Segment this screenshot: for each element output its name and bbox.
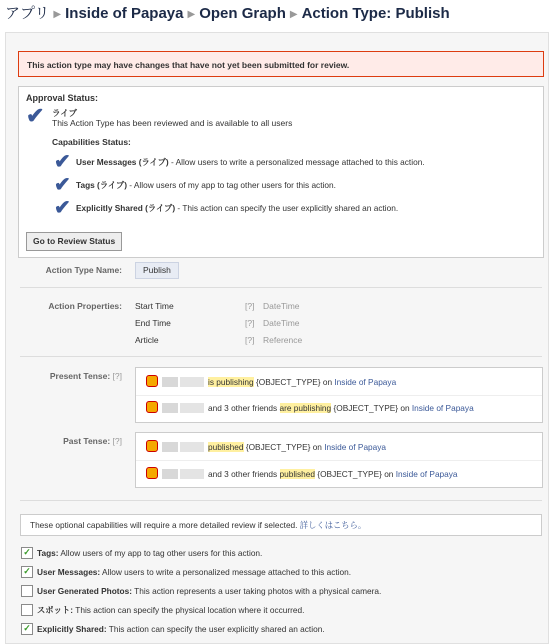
present-tense-box — [135, 367, 543, 423]
breadcrumb-apps[interactable]: アプリ — [5, 5, 50, 22]
capability-desc: - Allow users of my app to tag other users for this action. — [126, 180, 336, 190]
property-end-time — [135, 318, 335, 328]
breadcrumb-separator-icon: ▶ — [289, 9, 298, 20]
help-icon[interactable]: [?] — [112, 436, 122, 446]
app-icon — [146, 401, 158, 413]
present-tense-line — [146, 401, 541, 415]
help-icon[interactable]: [?] — [245, 335, 255, 345]
property-start-time — [135, 301, 335, 311]
checkbox-user-messages[interactable]: ✓ — [21, 566, 33, 578]
property-type: DateTime — [263, 301, 300, 311]
line-verb: is publishing — [208, 377, 254, 387]
app-link[interactable]: Inside of Papaya — [411, 403, 474, 413]
check-icon: ✔ — [54, 174, 71, 196]
check-icon: ✔ — [54, 151, 71, 173]
note-text: These optional capabilities will require a more detailed review if selected. — [30, 520, 300, 530]
approval-status-desc: This Action Type has been reviewed and is available to all users — [52, 118, 293, 128]
present-tense-line — [146, 375, 541, 389]
line-pre: and 3 other friends — [208, 403, 280, 413]
breadcrumb — [5, 2, 450, 23]
avatar — [162, 403, 178, 413]
checkbox-user-generated-photos[interactable] — [21, 585, 33, 597]
option-name: User Messages: — [37, 567, 101, 577]
go-to-review-status-button[interactable]: Go to Review Status — [26, 232, 122, 251]
option-name: User Generated Photos: — [37, 586, 132, 596]
present-tense-title: Present Tense: — [49, 371, 111, 381]
option-name: Explicitly Shared: — [37, 624, 107, 634]
present-tense-label — [14, 371, 122, 381]
avatar — [162, 377, 178, 387]
option-desc: This action can specify the user explicitly shared an action. — [106, 624, 325, 634]
capability-name: Explicitly Shared (ライブ) — [76, 203, 176, 213]
avatar — [162, 442, 178, 452]
option-name: Tags: — [37, 548, 59, 558]
past-tense-box — [135, 432, 543, 488]
app-link[interactable]: Inside of Papaya — [395, 469, 458, 479]
approval-heading: Approval Status: — [26, 93, 99, 103]
user-name-blur — [180, 403, 204, 413]
capability-tags — [54, 174, 524, 196]
divider — [136, 460, 542, 461]
help-icon[interactable]: [?] — [245, 301, 255, 311]
line-verb: are publishing — [279, 403, 332, 413]
option-name: スポット: — [37, 605, 73, 615]
app-link[interactable]: Inside of Papaya — [324, 442, 387, 452]
approval-status: ライブ — [52, 108, 77, 118]
capability-user-messages — [54, 151, 524, 173]
past-tense-label — [14, 436, 122, 446]
option-explicitly-shared — [21, 622, 325, 636]
learn-more-link[interactable]: 詳しくはこちら。 — [299, 520, 367, 530]
divider — [20, 287, 542, 288]
app-icon — [146, 440, 158, 452]
user-name-blur — [180, 469, 204, 479]
capabilities-heading: Capabilities Status: — [52, 137, 131, 147]
past-tense-line — [146, 440, 541, 454]
app-link[interactable]: Inside of Papaya — [334, 377, 397, 387]
help-icon[interactable]: [?] — [245, 318, 255, 328]
past-tense-title: Past Tense: — [63, 436, 111, 446]
capability-desc: - This action can specify the user explicitly shared an action. — [175, 203, 399, 213]
breadcrumb-separator-icon: ▶ — [187, 9, 196, 20]
help-icon[interactable]: [?] — [112, 371, 122, 381]
checkbox-explicitly-shared[interactable]: ✓ — [21, 623, 33, 635]
option-desc: Allow users to write a personalized message attached to this action. — [100, 567, 352, 577]
avatar — [162, 469, 178, 479]
option-user-generated-photos — [21, 584, 381, 598]
property-name: Article — [135, 335, 159, 345]
check-icon: ✔ — [54, 197, 71, 219]
divider — [20, 356, 542, 357]
check-icon: ✔ — [26, 103, 45, 128]
divider — [136, 395, 542, 396]
property-type: Reference — [263, 335, 303, 345]
option-desc: Allow users of my app to tag other users for this action. — [58, 548, 263, 558]
app-icon — [146, 375, 158, 387]
user-name-blur — [180, 442, 204, 452]
option-desc: This action represents a user taking photos with a physical camera. — [131, 586, 382, 596]
line-pre: and 3 other friends — [208, 469, 280, 479]
option-desc: This action can specify the physical location where it occurred. — [72, 605, 305, 615]
capability-desc: - Allow users to write a personalized message attached to this action. — [168, 157, 425, 167]
capability-name: User Messages (ライブ) — [76, 157, 169, 167]
past-tense-line — [146, 467, 541, 481]
property-name: End Time — [135, 318, 171, 328]
checkbox-tags[interactable]: ✓ — [21, 547, 33, 559]
option-spot — [21, 603, 304, 617]
capability-name: Tags (ライブ) — [76, 180, 127, 190]
checkbox-spot[interactable] — [21, 604, 33, 616]
page-title: Action Type: Publish — [301, 5, 450, 22]
line-post: {OBJECT_TYPE} on — [315, 469, 396, 479]
property-article — [135, 335, 335, 345]
warning-banner: This action type may have changes that have not yet been submitted for review. — [18, 51, 544, 77]
capability-explicitly-shared — [54, 197, 524, 219]
breadcrumb-app[interactable]: Inside of Papaya — [65, 5, 184, 22]
app-icon — [146, 467, 158, 479]
optional-capabilities-note — [20, 514, 542, 536]
breadcrumb-separator-icon: ▶ — [53, 9, 62, 20]
line-post: {OBJECT_TYPE} on — [243, 442, 325, 452]
user-name-blur — [180, 377, 204, 387]
action-properties-label: Action Properties: — [48, 301, 122, 311]
breadcrumb-open-graph[interactable]: Open Graph — [199, 5, 286, 22]
line-verb: published — [208, 442, 244, 452]
line-verb: published — [279, 469, 316, 479]
action-type-name-value[interactable]: Publish — [135, 262, 179, 279]
property-type: DateTime — [263, 318, 300, 328]
action-type-name-label: Action Type Name: — [45, 265, 122, 275]
divider — [20, 500, 542, 501]
option-tags — [21, 546, 262, 560]
line-post: {OBJECT_TYPE} on — [331, 403, 412, 413]
approval-status-box — [18, 86, 544, 258]
option-user-messages — [21, 565, 351, 579]
property-name: Start Time — [135, 301, 174, 311]
line-post: {OBJECT_TYPE} on — [253, 377, 335, 387]
